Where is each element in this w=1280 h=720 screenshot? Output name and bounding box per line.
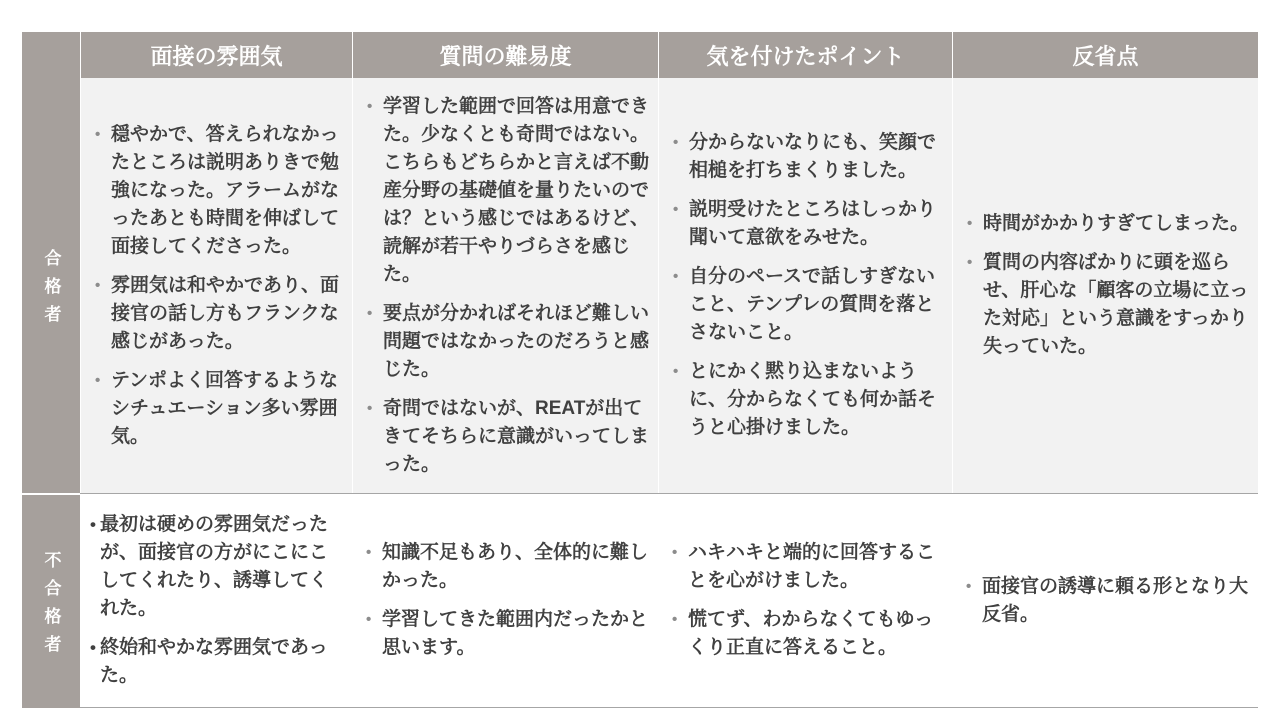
bullet-item: • 慌てず、わからなくてもゆっくり正直に答えること。 [688, 606, 946, 662]
bullet-item: • 終始和やかな雰囲気であった。 [100, 634, 346, 690]
cell-passed-reflection [952, 78, 1258, 493]
row-label-failed [22, 493, 80, 708]
row-label-failed-text: 不合格者 [41, 551, 61, 663]
bullet-item: • 質問の内容ばかりに頭を巡らせ、肝心な「顧客の立場に立った対応」という意識をすっかり失っていた。 [983, 249, 1252, 361]
cell-failed-points [658, 493, 952, 708]
bullet-item: • 分からないなりにも、笑顔で相槌を打ちまくりました。 [689, 129, 946, 185]
bullet-item: • 説明受けたところはしっかり聞いて意欲をみせた。 [689, 196, 946, 252]
bullet-item: • 自分のペースで話しすぎないこと、テンプレの質問を落とさないこと。 [689, 263, 946, 347]
table-corner-cell [22, 32, 80, 78]
bullet-item: • 面接官の誘導に頼る形となり大反省。 [982, 573, 1252, 629]
bullet-item: • 最初は硬めの雰囲気だったが、面接官の方がにこにこしてくれたり、誘導してくれた。 [100, 511, 346, 623]
row-label-passed-text: 合格者 [41, 249, 61, 333]
bullet-item: • 知識不足もあり、全体的に難しかった。 [382, 539, 652, 595]
bullet-item: • 学習した範囲で回答は用意できた。少なくとも奇問ではない。こちらもどちらかと言えば不動産分野の基礎値を量りたいのでは？という感じではあるけど、読解が若干やりづらさを感じた。 [383, 93, 652, 289]
row-label-passed [22, 78, 80, 493]
comparison-table [22, 32, 1258, 708]
cell-failed-reflection [952, 493, 1258, 708]
column-header-difficulty: 質問の難易度 [352, 32, 658, 78]
bullet-item: • ハキハキと端的に回答することを心がけました。 [688, 539, 946, 595]
bullet-item: • 要点が分かればそれほど難しい問題ではなかったのだろうと感じた。 [383, 300, 652, 384]
column-header-points: 気を付けたポイント [658, 32, 952, 78]
bullet-item: • 雰囲気は和やかであり、面接官の話し方もフランクな感じがあった。 [111, 272, 346, 356]
bullet-item: • 学習してきた範囲内だったかと思います。 [382, 606, 652, 662]
bullet-item: • 奇問ではないが、REATが出てきてそちらに意識がいってしまった。 [383, 395, 652, 479]
cell-passed-points [658, 78, 952, 493]
column-header-atmosphere: 面接の雰囲気 [80, 32, 352, 78]
cell-passed-difficulty [352, 78, 658, 493]
cell-failed-difficulty [352, 493, 658, 708]
bullet-item: • テンポよく回答するようなシチュエーション多い雰囲気。 [111, 367, 346, 451]
cell-failed-atmosphere [80, 493, 352, 708]
cell-passed-atmosphere [80, 78, 352, 493]
column-header-reflection: 反省点 [952, 32, 1258, 78]
bullet-item: • 穏やかで、答えられなかったところは説明ありきで勉強になった。アラームがなったあとも時間を伸ばして面接してくださった。 [111, 121, 346, 261]
bullet-item: • とにかく黙り込まないように、分からなくても何か話そうと心掛けました。 [689, 358, 946, 442]
bullet-item: • 時間がかかりすぎてしまった。 [983, 210, 1252, 238]
